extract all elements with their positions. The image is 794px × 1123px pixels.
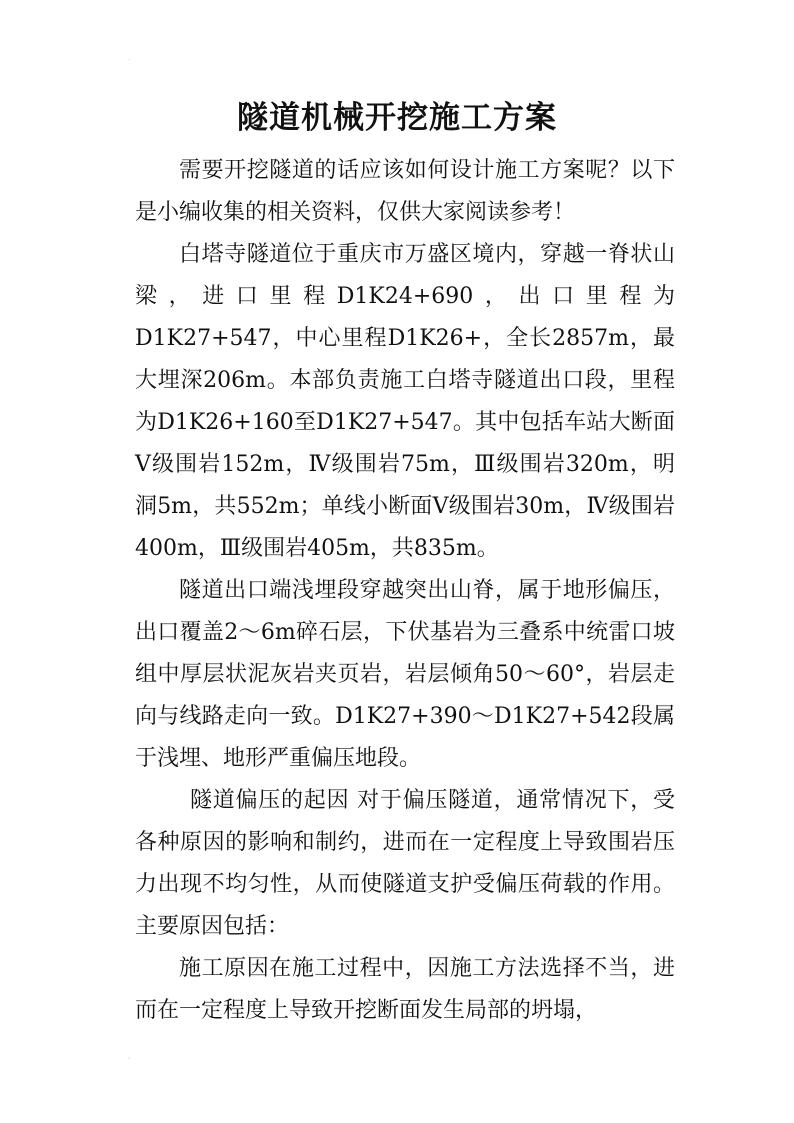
paragraph-geology: 隧道出口端浅埋段穿越突出山脊，属于地形偏压，出口覆盖2～6m碎石层，下伏基岩为三叠系中统雷口坡组中厚层状泥灰岩夹页岩，岩层倾角50～60°，岩层走向与线路走向一致。D1K27+390～D1K27+542段属于浅埋、地形严重偏压地段。 [135, 578, 675, 771]
paragraph-construction-cause: 施工原因在施工过程中，因施工方法选择不当，进而在一定程度上导致开挖断面发生局部的坍塌， [135, 956, 675, 1023]
page-edge-mark-icon: , [128, 1051, 131, 1060]
paragraph-bias-cause: 隧道偏压的起因 对于偏压隧道，通常情况下，受各种原因的影响和制约，进而在一定程度上导致围岩压力出现不均匀性，从而使隧道支护受偏压荷载的作用。主要原因包括： [135, 788, 675, 939]
corner-mark-icon: · [128, 57, 130, 64]
document-title: 隧道机械开挖施工方案 [237, 100, 557, 136]
document-body [135, 150, 675, 1032]
paragraph-tunnel-overview: 白塔寺隧道位于重庆市万盛区境内，穿越一脊状山梁，进口里程D1K24+690，出口里程为D1K27+547，中心里程D1K26+，全长2857m，最大埋深206m。本部负责施工白塔寺隧道出口段，里程为D1K26+160至D1K27+547。其中包括车站大断面Ⅴ级围岩152m，Ⅳ级围岩75m，Ⅲ级围岩320m，明洞5m，共552m；单线小断面Ⅴ级围岩30m，Ⅳ级围岩400m，Ⅲ级围岩405m，共835m。 [135, 242, 675, 561]
paragraph-intro: 需要开挖隧道的话应该如何设计施工方案呢？以下是小编收集的相关资料，仅供大家阅读参考！ [135, 158, 675, 225]
